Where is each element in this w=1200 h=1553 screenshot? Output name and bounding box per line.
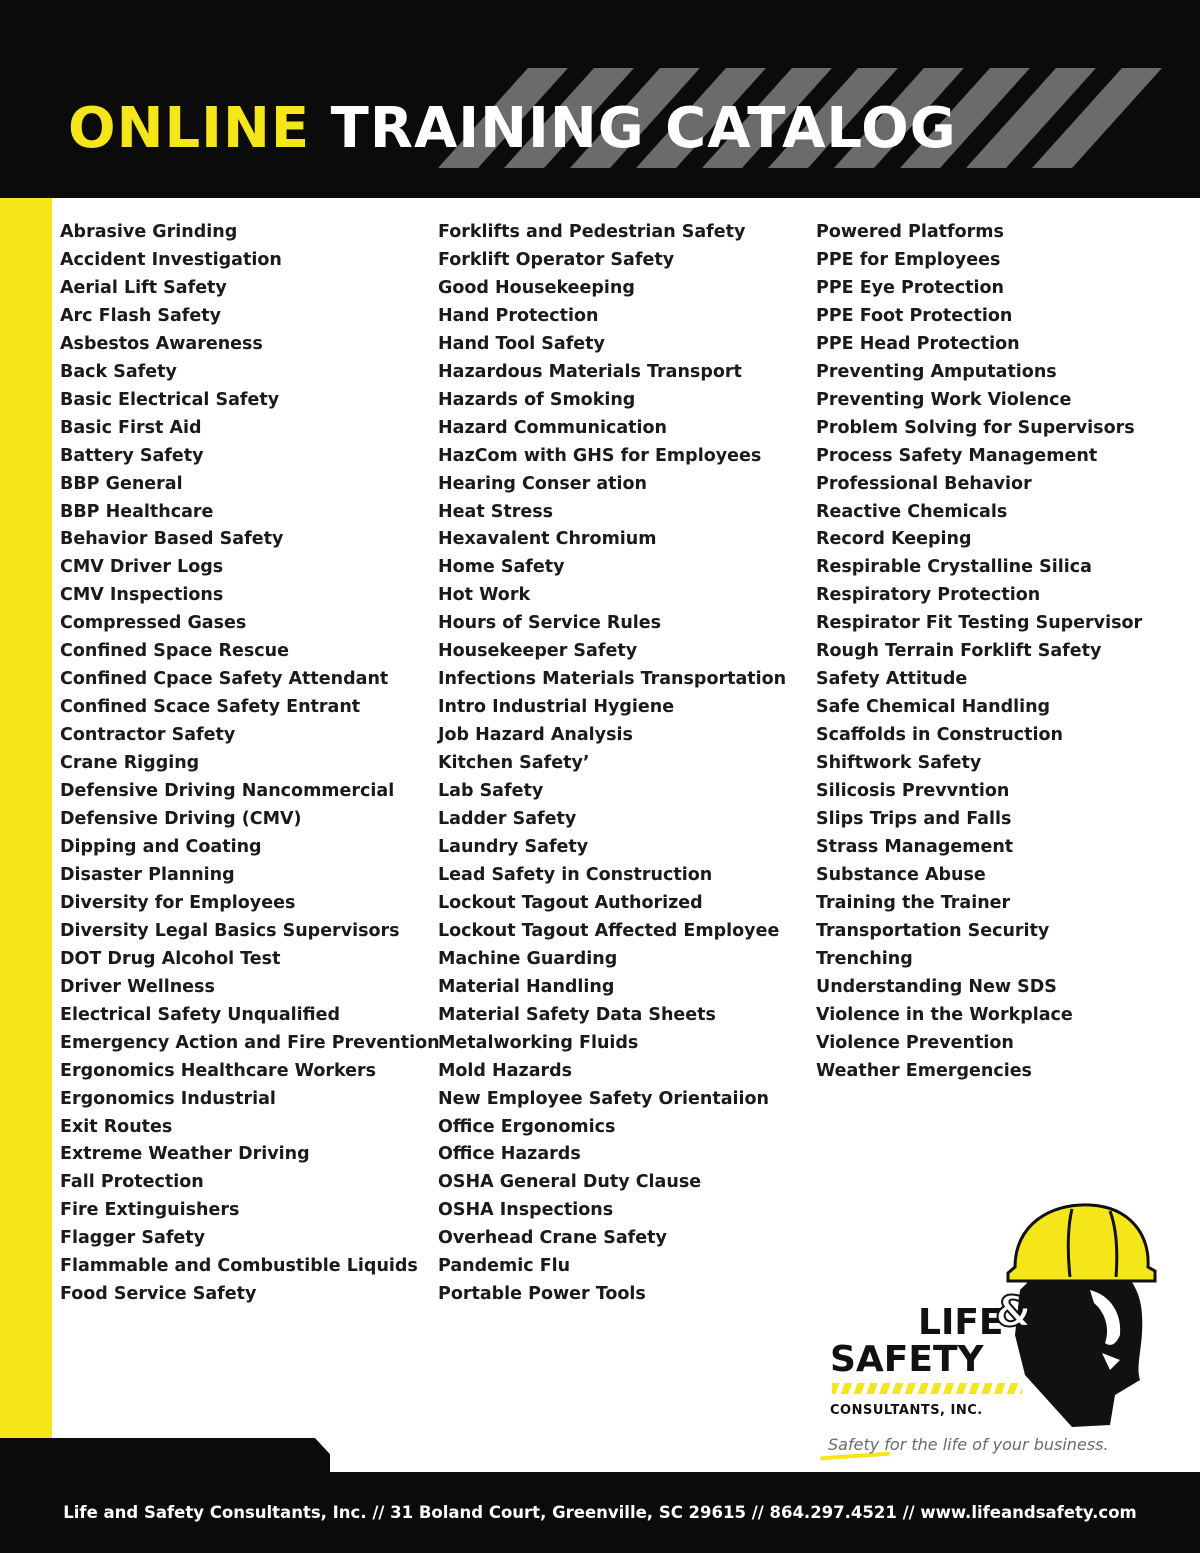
title-highlight: ONLINE [68,96,311,161]
course-item: Rough Terrain Forklift Safety [816,641,1102,662]
course-item: Trenching [816,948,913,969]
course-item: Violence Prevention [816,1032,1014,1053]
course-item: Silicosis Prevvntion [816,781,1010,802]
course-item: Transportation Security [816,920,1050,941]
course-item: Respirable Crystalline Silica [816,557,1092,578]
course-item: Shiftwork Safety [816,753,982,774]
course-item: OSHA Inspections [438,1200,614,1221]
course-item: Housekeeper Safety [438,641,638,662]
course-item: Intro Industrial Hygiene [438,697,675,718]
course-item: Metalworking Fluids [438,1032,639,1053]
course-item: Dipping and Coating [60,836,262,857]
course-item: Fire Extinguishers [60,1200,240,1221]
course-column-2 [438,219,786,1309]
course-item: Flagger Safety [60,1228,206,1249]
course-item: Home Safety [438,557,565,578]
course-item: Basic First Aid [60,417,202,438]
course-item: PPE Eye Protection [816,277,1004,298]
logo-line-consultants: CONSULTANTS, INC. [830,1403,983,1418]
course-item: Compressed Gases [60,613,247,634]
course-item: Scaffolds in Construction [816,725,1063,746]
course-item: Fall Protection [60,1172,204,1193]
course-item: Respiratory Protection [816,585,1041,606]
course-item: Ergonomics Industrial [60,1088,276,1109]
logo-ampersand: & [995,1287,1032,1336]
course-item: Diversity Legal Basics Supervisors [60,920,400,941]
course-item: Exit Routes [60,1116,173,1137]
course-item: Machine Guarding [438,948,618,969]
course-item: Confined Scace Safety Entrant [60,697,361,718]
course-item: Extreme Weather Driving [60,1144,310,1165]
course-item: Asbestos Awareness [60,333,263,354]
course-item: Material Handling [438,976,615,997]
course-item: Substance Abuse [816,864,986,885]
course-item: PPE Head Protection [816,333,1020,354]
course-item: HazCom with GHS for Employees [438,445,762,466]
course-item: Preventing Amputations [816,361,1057,382]
course-item: Hazardous Materials Transport [438,361,742,382]
course-item: Basic Electrical Safety [60,389,280,410]
course-item: Reactive Chemicals [816,501,1008,522]
title-rest: TRAINING CATALOG [330,96,957,161]
course-item: Safety Attitude [816,669,968,690]
course-item: Safe Chemical Handling [816,697,1051,718]
page-title [68,96,957,162]
course-item: Diversity for Employees [60,892,296,913]
logo-tagline: Safety for the life of your business. [828,1435,1109,1454]
course-item: Lockout Tagout Affected Employee [438,920,780,941]
course-item: Electrical Safety Unqualified [60,1004,341,1025]
course-item: Aerial Lift Safety [60,277,227,298]
course-item: Hours of Service Rules [438,613,662,634]
course-item: PPE for Employees [816,249,1001,270]
course-item: Behavior Based Safety [60,529,284,550]
course-item: Weather Emergencies [816,1060,1032,1081]
course-item: Understanding New SDS [816,976,1057,997]
footer-contact-text: Life and Safety Consultants, Inc. // 31 Boland Court, Greenville, SC 29615 // 864.297.4521 // www.lifeandsafety.com [63,1503,1137,1522]
course-item: Kitchen Safety’ [438,753,590,774]
logo-line-life: LIFE [918,1302,1004,1343]
course-item: Contractor Safety [60,725,236,746]
course-item: Training the Trainer [816,892,1011,913]
course-item: OSHA General Duty Clause [438,1172,702,1193]
course-item: New Employee Safety Orientaiion [438,1088,769,1109]
course-item: Laundry Safety [438,836,589,857]
course-item: Heat Stress [438,501,554,522]
company-logo [810,1195,1160,1465]
course-item: Office Ergonomics [438,1116,616,1137]
course-item: Arc Flash Safety [60,305,222,326]
course-item: Pandemic Flu [438,1256,571,1277]
course-item: Portable Power Tools [438,1284,646,1305]
course-item: BBP Healthcare [60,501,214,522]
course-item: Problem Solving for Supervisors [816,417,1135,438]
course-item: Flammable and Combustible Liquids [60,1256,418,1277]
course-item: Infections Materials Transportation [438,669,787,690]
header-banner [0,0,1200,198]
course-item: PPE Foot Protection [816,305,1013,326]
course-item: Confined Cpace Safety Attendant [60,669,389,690]
course-item: Material Safety Data Sheets [438,1004,716,1025]
course-item: Lockout Tagout Authorized [438,892,703,913]
logo-hazard-strip [832,1383,1022,1394]
course-item: Defensive Driving Nancommercial [60,781,395,802]
course-item: Powered Platforms [816,222,1004,242]
course-column-1 [60,219,440,1309]
course-item: Back Safety [60,361,177,382]
course-item: Mold Hazards [438,1060,573,1081]
course-item: Hazard Communication [438,417,667,438]
course-item: DOT Drug Alcohol Test [60,948,281,969]
course-item: Disaster Planning [60,864,235,885]
course-item: Process Safety Management [816,445,1098,466]
course-item: Respirator Fit Testing Supervisor [816,613,1143,634]
course-item: Hot Work [438,585,531,606]
course-item: Accident Investigation [60,249,282,270]
course-item: Forklift Operator Safety [438,249,675,270]
course-item: Confined Space Rescue [60,641,289,662]
course-item: CMV Driver Logs [60,557,224,578]
course-item: Emergency Action and Fire Prevention [60,1032,440,1053]
course-item: Strass Management [816,836,1014,857]
course-item: Record Keeping [816,529,972,550]
course-item: Good Housekeeping [438,277,635,298]
course-item: Slips Trips and Falls [816,809,1012,830]
course-item: CMV Inspections [60,585,224,606]
course-item: Office Hazards [438,1144,581,1165]
course-item: Crane Rigging [60,753,200,774]
course-item: Forklifts and Pedestrian Safety [438,222,746,242]
course-item: Hazards of Smoking [438,389,636,410]
course-item: Defensive Driving (CMV) [60,809,302,830]
yellow-side-bar [0,198,52,1440]
course-item: Professional Behavior [816,473,1032,494]
course-item: Violence in the Workplace [816,1004,1073,1025]
course-item: Lead Safety in Construction [438,864,713,885]
course-item: Hand Protection [438,305,599,326]
course-item: Abrasive Grinding [60,222,238,242]
course-item: BBP General [60,473,183,494]
course-item: Food Service Safety [60,1284,257,1305]
course-item: Battery Safety [60,445,204,466]
course-item: Ladder Safety [438,809,577,830]
course-item: Hexavalent Chromium [438,529,657,550]
course-item: Overhead Crane Safety [438,1228,667,1249]
course-item: Lab Safety [438,781,544,802]
course-item: Driver Wellness [60,976,215,997]
course-item: Hearing Conser ation [438,473,648,494]
course-item: Preventing Work Violence [816,389,1072,410]
course-item: Job Hazard Analysis [438,725,633,746]
logo-line-safety: SAFETY [830,1339,984,1380]
course-item: Hand Tool Safety [438,333,605,354]
course-item: Ergonomics Healthcare Workers [60,1060,377,1081]
course-column-3 [816,219,1142,1086]
